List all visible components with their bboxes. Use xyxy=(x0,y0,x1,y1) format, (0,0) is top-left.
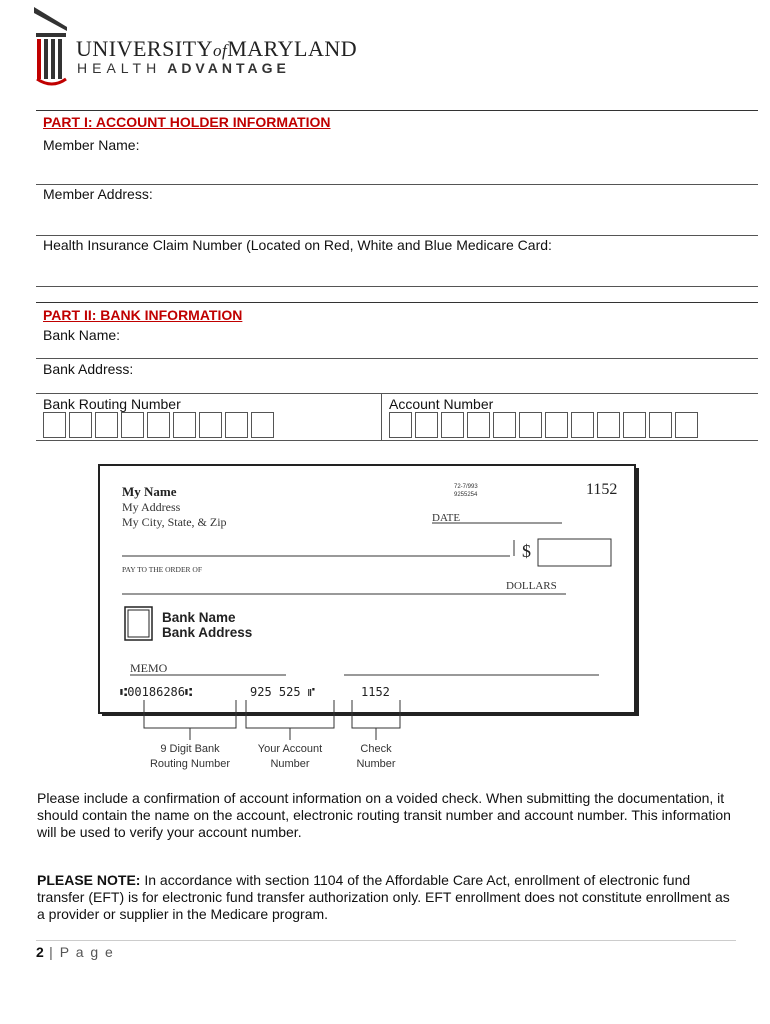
check-dollar-sign: $ xyxy=(522,541,531,561)
hicn-line[interactable] xyxy=(36,286,758,287)
part2-top-rule xyxy=(36,302,758,303)
account-digit-box[interactable] xyxy=(675,412,698,438)
please-note-text: In accordance with section 1104 of the Affordable Care Act, enrollment of electronic fund transfer (EFT) is for electronic fund transfer authorization only. EFT enrollment does not constitute enrollment as a provider or supplier in the Medicare program. xyxy=(37,872,730,922)
bank-address-line[interactable] xyxy=(36,393,758,394)
logo-university-of-maryland: UNIVERSITYofMARYLAND xyxy=(76,36,358,61)
voided-check-instructions: Please include a confirmation of account information on a voided check. When submitting the documentation, it should contain the name on the account, electronic routing transit number and account number. This information will be used to verify your account number. xyxy=(37,790,731,840)
account-digit-box[interactable] xyxy=(571,412,594,438)
check-micr-check: 1152 xyxy=(361,685,390,699)
check-pay-to-label: PAY TO THE ORDER OF xyxy=(122,565,203,574)
routing-digit-box[interactable] xyxy=(147,412,170,438)
member-name-line[interactable] xyxy=(36,184,758,185)
callout-account-line1: Your Account xyxy=(257,743,323,755)
check-micr-account: 925 525 ⑈ xyxy=(250,685,315,699)
logo-health-advantage: HEALTH ADVANTAGE xyxy=(77,60,290,76)
page-separator: | xyxy=(43,944,60,960)
routing-digit-box[interactable] xyxy=(173,412,196,438)
check-bank-logo-box xyxy=(125,607,152,640)
check-date-label: DATE xyxy=(432,512,461,524)
footer-rule xyxy=(36,940,736,941)
routing-digit-box[interactable] xyxy=(69,412,92,438)
account-digit-box[interactable] xyxy=(441,412,464,438)
umd-health-advantage-logo-mark xyxy=(33,5,71,87)
account-digit-box[interactable] xyxy=(389,412,412,438)
routing-digit-box[interactable] xyxy=(251,412,274,438)
page-word: P a g e xyxy=(59,944,115,960)
account-digit-box[interactable] xyxy=(467,412,490,438)
callout-routing-line1: 9 Digit Bank xyxy=(160,743,220,755)
check-shadow xyxy=(102,712,638,716)
please-note-label: PLEASE NOTE: xyxy=(37,872,141,888)
account-number-boxes xyxy=(389,412,698,438)
page-number: 2 xyxy=(36,944,44,960)
check-bank-address: Bank Address xyxy=(162,625,253,640)
check-micr-routing: ⑆00186286⑆ xyxy=(120,685,193,699)
member-name-label: Member Name: xyxy=(43,137,140,153)
routing-digit-box[interactable] xyxy=(199,412,222,438)
check-amount-box xyxy=(538,539,611,566)
bank-address-label: Bank Address: xyxy=(43,361,134,377)
member-address-label: Member Address: xyxy=(43,186,153,202)
routing-digit-box[interactable] xyxy=(225,412,248,438)
account-digit-box[interactable] xyxy=(493,412,516,438)
bank-name-line[interactable] xyxy=(36,358,758,359)
part2-title: PART II: BANK INFORMATION xyxy=(43,307,243,323)
check-name: My Name xyxy=(122,484,177,499)
check-address: My Address xyxy=(122,500,181,514)
check-bank-name: Bank Name xyxy=(162,610,236,625)
routing-number-boxes xyxy=(43,412,274,438)
callout-routing-line2: Routing Number xyxy=(149,758,231,770)
check-fraction-top: 72-7/993 xyxy=(454,484,478,490)
account-digit-box[interactable] xyxy=(545,412,568,438)
check-number: 1152 xyxy=(586,481,618,498)
account-digit-box[interactable] xyxy=(597,412,620,438)
callout-account-line2: Number xyxy=(270,758,310,770)
account-digit-box[interactable] xyxy=(519,412,542,438)
routing-number-label: Bank Routing Number xyxy=(43,396,181,412)
bank-name-label: Bank Name: xyxy=(43,327,121,343)
routing-digit-box[interactable] xyxy=(43,412,66,438)
account-number-label: Account Number xyxy=(389,396,494,412)
sample-check-illustration xyxy=(96,462,644,782)
account-digit-box[interactable] xyxy=(623,412,646,438)
hicn-label: Health Insurance Claim Number (Located on Red, White and Blue Medicare Card: xyxy=(43,237,552,253)
part1-title: PART I: ACCOUNT HOLDER INFORMATION xyxy=(43,114,331,130)
account-digit-box[interactable] xyxy=(415,412,438,438)
check-dollars-label: DOLLARS xyxy=(506,580,557,592)
part1-top-rule xyxy=(36,110,758,111)
check-city: My City, State, & Zip xyxy=(122,515,227,529)
member-address-line[interactable] xyxy=(36,235,758,236)
page-footer xyxy=(36,944,114,960)
check-memo-label: MEMO xyxy=(130,661,168,675)
callout-check-line2: Number xyxy=(356,758,396,770)
callout-check-line1: Check xyxy=(360,743,392,755)
bank-info-bottom-rule xyxy=(36,440,758,441)
account-digit-box[interactable] xyxy=(649,412,672,438)
routing-digit-box[interactable] xyxy=(95,412,118,438)
routing-digit-box[interactable] xyxy=(121,412,144,438)
check-fraction-bottom: 9255254 xyxy=(454,492,478,498)
please-note-paragraph xyxy=(37,872,737,923)
bank-info-divider xyxy=(381,393,382,440)
